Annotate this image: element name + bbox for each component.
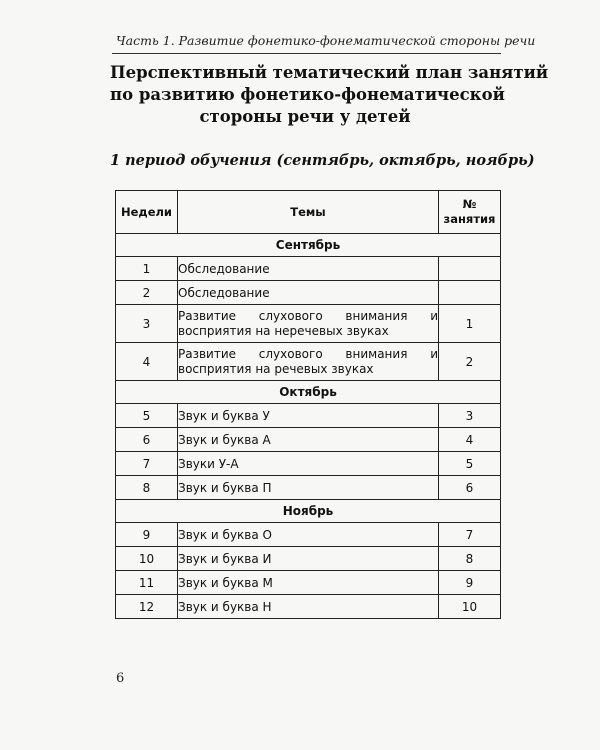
- week-cell: 9: [116, 523, 178, 547]
- week-cell: 8: [116, 476, 178, 500]
- page-number: 6: [116, 671, 125, 686]
- lesson-plan-table: [115, 190, 501, 619]
- lesson-number-cell: 7: [439, 523, 501, 547]
- month-label: Ноябрь: [116, 500, 501, 523]
- table-row: [116, 571, 501, 595]
- table-header-row: [116, 191, 501, 234]
- lesson-number-cell: 6: [439, 476, 501, 500]
- topic-cell: Обследование: [178, 257, 439, 281]
- topic-cell: Развитие слухового внимания и восприятия на неречевых звуках: [178, 305, 439, 343]
- topic-cell: Звук и буква И: [178, 547, 439, 571]
- week-cell: 11: [116, 571, 178, 595]
- title-line: стороны речи у детей: [199, 107, 411, 126]
- topic-cell: Обследование: [178, 281, 439, 305]
- lesson-number-cell: 9: [439, 571, 501, 595]
- month-row-september: [116, 234, 501, 257]
- page-title: [110, 62, 549, 128]
- table-row: [116, 595, 501, 619]
- header-lesson-number: [439, 191, 501, 234]
- lesson-number-cell: 10: [439, 595, 501, 619]
- topic-cell: Звуки У-А: [178, 452, 439, 476]
- topic-cell: Развитие слухового внимания и восприятия на речевых звуках: [178, 343, 439, 381]
- title-line: по развитию фонетико-фонематической: [110, 85, 505, 104]
- week-cell: 12: [116, 595, 178, 619]
- title-line: Перспективный тематический план занятий: [110, 63, 549, 82]
- lesson-number-cell: 3: [439, 404, 501, 428]
- running-head: Часть 1. Развитие фонетико-фонематической стороны речи: [116, 33, 536, 48]
- header-topics: Темы: [178, 191, 439, 234]
- table-row: [116, 452, 501, 476]
- week-cell: 5: [116, 404, 178, 428]
- topic-cell: Звук и буква П: [178, 476, 439, 500]
- lesson-number-cell: 2: [439, 343, 501, 381]
- lesson-number-cell: [439, 281, 501, 305]
- header-num-sign: №: [462, 197, 477, 211]
- table-row: [116, 305, 501, 343]
- header-rule: [112, 53, 501, 54]
- week-cell: 6: [116, 428, 178, 452]
- lesson-number-cell: [439, 257, 501, 281]
- period-subtitle: 1 период обучения (сентябрь, октябрь, ноябрь): [110, 152, 535, 169]
- week-cell: 4: [116, 343, 178, 381]
- topic-cell: Звук и буква У: [178, 404, 439, 428]
- month-label: Сентябрь: [116, 234, 501, 257]
- topic-cell: Звук и буква О: [178, 523, 439, 547]
- table-row: [116, 257, 501, 281]
- week-cell: 7: [116, 452, 178, 476]
- table-row: [116, 343, 501, 381]
- header-weeks: Недели: [116, 191, 178, 234]
- topic-cell: Звук и буква А: [178, 428, 439, 452]
- header-num-label: занятия: [443, 212, 496, 226]
- topic-cell: Звук и буква М: [178, 571, 439, 595]
- table-row: [116, 523, 501, 547]
- week-cell: 10: [116, 547, 178, 571]
- month-row-november: [116, 500, 501, 523]
- table-row: [116, 404, 501, 428]
- week-cell: 2: [116, 281, 178, 305]
- month-row-october: [116, 381, 501, 404]
- table-row: [116, 476, 501, 500]
- lesson-number-cell: 5: [439, 452, 501, 476]
- table-row: [116, 428, 501, 452]
- topic-cell: Звук и буква Н: [178, 595, 439, 619]
- table-row: [116, 281, 501, 305]
- lesson-number-cell: 8: [439, 547, 501, 571]
- table-row: [116, 547, 501, 571]
- lesson-number-cell: 4: [439, 428, 501, 452]
- month-label: Октябрь: [116, 381, 501, 404]
- week-cell: 1: [116, 257, 178, 281]
- lesson-number-cell: 1: [439, 305, 501, 343]
- week-cell: 3: [116, 305, 178, 343]
